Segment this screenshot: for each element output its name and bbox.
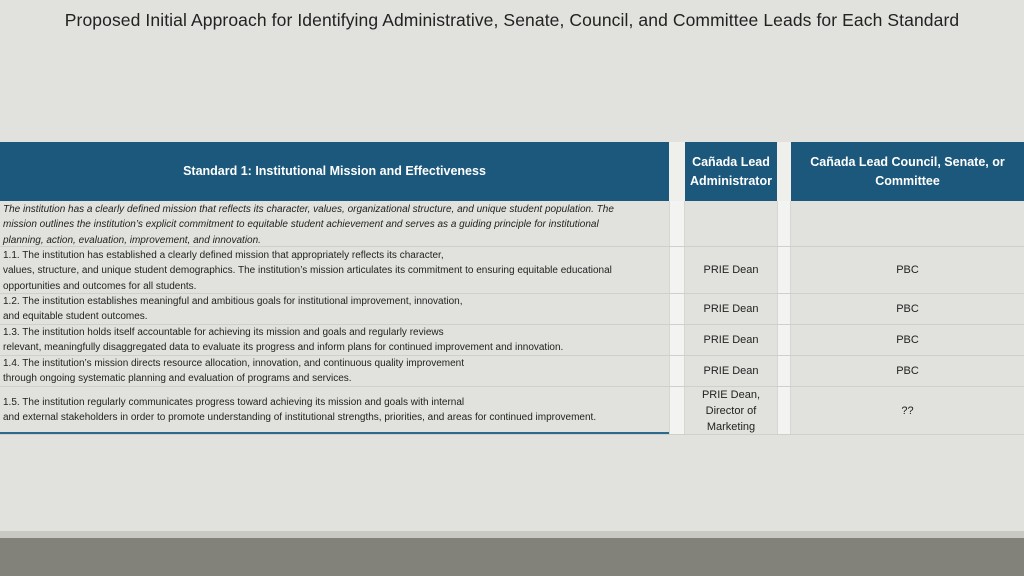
lead-cell: PBC bbox=[896, 264, 919, 276]
table-row bbox=[0, 387, 1024, 435]
header-lead-council: Cañada Lead Council, Senate, or Committee bbox=[791, 142, 1024, 201]
table-row bbox=[0, 247, 1024, 294]
header-lead-administrator: Cañada Lead Administrator bbox=[685, 142, 777, 201]
standard-text: 1.5. The institution regularly communicates progress toward achieving its mission and goals with internal and external stakeholders in order to promote understanding of institutional strengths, priorities, and areas for continued improvement. bbox=[3, 397, 597, 424]
standard-text: 1.4. The institution’s mission directs resource allocation, innovation, and continuous quality improvement through ongoing systematic planning and evaluation of programs and services. bbox=[3, 358, 464, 385]
standards-table bbox=[0, 201, 1024, 435]
lead-cell: PBC bbox=[896, 334, 919, 346]
lead-cell: ?? bbox=[901, 404, 914, 417]
standard-intro: The institution has a clearly defined mission that reflects its character, values, organizational structure, and unique student population. The mission outlines the institution’s explicit commitment to equitable student achievement and serves as a guiding principle for institutional planning, action, evaluation, improvement, and innovation. bbox=[3, 204, 614, 246]
standard-text: 1.3. The institution holds itself accountable for achieving its mission and goals and regularly reviews relevant, meaningfully disaggregated data to evaluate its progress and inform plans for continued improvement and innovation. bbox=[3, 327, 564, 354]
header-spacer bbox=[669, 142, 685, 201]
lead-cell bbox=[791, 201, 1024, 246]
footer-divider bbox=[0, 531, 1024, 538]
header-standard: Standard 1: Institutional Mission and Effectiveness bbox=[0, 142, 669, 201]
admin-cell: PRIE Dean bbox=[703, 365, 759, 377]
admin-cell: PRIE Dean bbox=[703, 303, 759, 315]
table-row bbox=[0, 294, 1024, 325]
table-row bbox=[0, 201, 1024, 247]
lead-cell: PBC bbox=[896, 365, 919, 377]
table-bottom-rule bbox=[0, 432, 669, 434]
header-spacer bbox=[777, 142, 791, 201]
page-title: Proposed Initial Approach for Identifying Administrative, Senate, Council, and Committee Leads for Each Standard bbox=[64, 10, 960, 30]
admin-cell: PRIE Dean bbox=[703, 264, 759, 276]
admin-cell: PRIE Dean bbox=[703, 334, 759, 346]
table-row bbox=[0, 356, 1024, 387]
admin-cell: PRIE Dean, Director of Marketing bbox=[701, 388, 761, 433]
footer-band bbox=[0, 538, 1024, 576]
admin-cell bbox=[685, 201, 777, 246]
standard-text: 1.1. The institution has established a clearly defined mission that appropriately reflects its character, values, structure, and unique student demographics. The institution’s mission articulates its commitment to ensuring equitable educational opportunities and outcomes for all students. bbox=[3, 250, 612, 292]
standard-text: 1.2. The institution establishes meaningful and ambitious goals for institutional improvement, innovation, and equitable student outcomes. bbox=[3, 296, 463, 323]
lead-cell: PBC bbox=[896, 303, 919, 315]
table-row bbox=[0, 325, 1024, 356]
